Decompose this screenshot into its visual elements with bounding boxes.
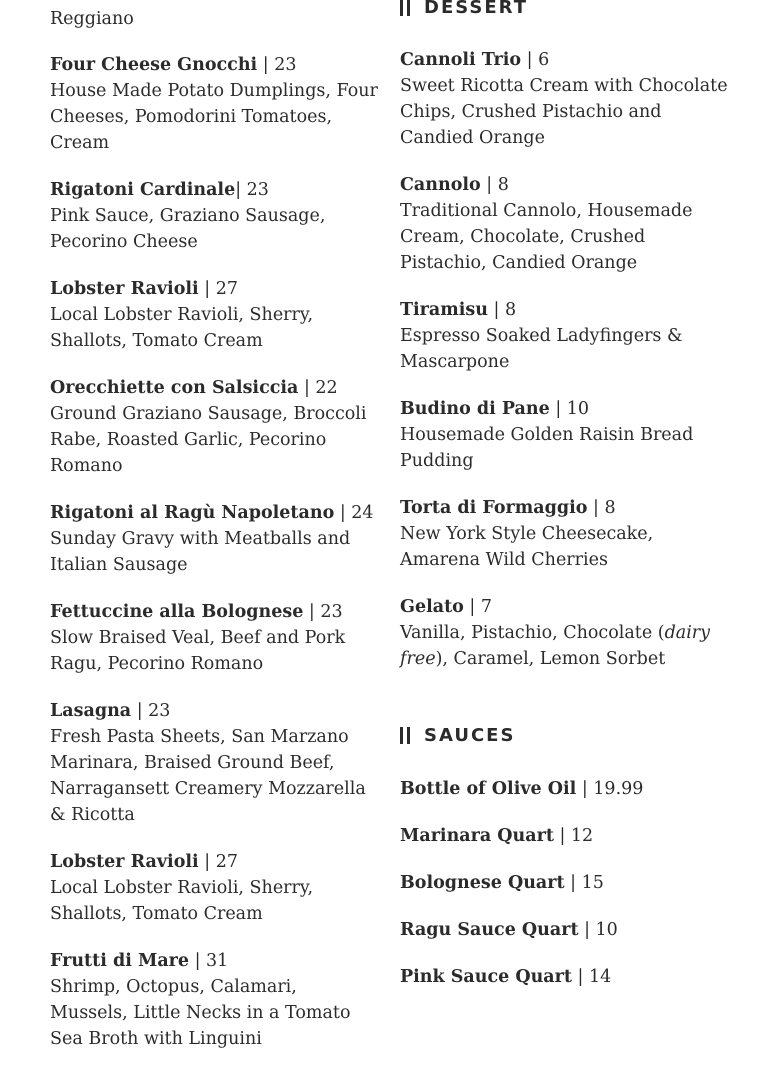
- menu-item: [50, 849, 380, 927]
- menu-item: [400, 47, 735, 151]
- menu-item-price: | 23: [235, 180, 269, 200]
- menu-item: [50, 698, 380, 828]
- menu-item-desc: Sunday Gravy with Meatballs and Italian Sausage: [50, 529, 351, 575]
- menu-item-name: Frutti di Mare: [50, 951, 190, 971]
- menu-item-name: Fettuccine alla Bolognese: [50, 602, 304, 622]
- menu-item-name: Lobster Ravioli: [50, 852, 199, 872]
- menu-item-name: Bolognese Quart: [400, 873, 565, 893]
- menu-item-price: | 19.99: [576, 779, 644, 799]
- menu-item-price: | 6: [521, 50, 550, 70]
- menu-item-name: Budino di Pane: [400, 399, 550, 419]
- menu-item-name: Tiramisu: [400, 300, 488, 320]
- menu-item: [50, 948, 380, 1052]
- menu-item-desc: Pink Sauce, Graziano Sausage, Pecorino Cheese: [50, 206, 326, 252]
- menu-item-name: Gelato: [400, 597, 464, 617]
- menu-item-price: | 27: [198, 852, 238, 872]
- menu-item-price: | 23: [257, 55, 297, 75]
- menu-item-desc: Ground Graziano Sausage, Broccoli Rabe, Roasted Garlic, Pecorino Romano: [50, 404, 367, 476]
- section-title: DESSERT: [424, 0, 528, 18]
- menu-item: [50, 500, 380, 578]
- dessert-heading: [400, 0, 528, 18]
- section-bars-icon: [400, 0, 410, 16]
- menu-item-price: | 7: [463, 597, 492, 617]
- menu-item-desc: Slow Braised Veal, Beef and Pork Ragu, Pecorino Romano: [50, 628, 346, 674]
- menu-item: [50, 599, 380, 677]
- menu-item-name: Cannolo: [400, 175, 481, 195]
- menu-item: [50, 375, 380, 479]
- menu-item-name: Orecchiette con Salsiccia: [50, 378, 299, 398]
- menu-item-desc: New York Style Cheesecake, Amarena Wild Cherries: [400, 524, 654, 570]
- menu-item: [400, 495, 735, 573]
- menu-item: [400, 396, 735, 474]
- menu-item-price: | 10: [578, 920, 618, 940]
- menu-item-desc: House Made Potato Dumplings, Four Cheeses, Pomodorini Tomatoes, Cream: [50, 81, 378, 153]
- menu-item-name: Rigatoni al Ragù Napoletano: [50, 503, 335, 523]
- menu-item-price: | 15: [564, 873, 604, 893]
- menu-item-desc: Traditional Cannolo, Housemade Cream, Chocolate, Crushed Pistachio, Candied Orange: [400, 201, 693, 273]
- menu-item-desc: Espresso Soaked Ladyfingers & Mascarpone: [400, 326, 683, 372]
- menu-item-desc: Shrimp, Octopus, Calamari, Mussels, Little Necks in a Tomato Sea Broth with Linguini: [50, 977, 351, 1049]
- menu-item: [400, 823, 735, 849]
- menu-item-desc: Reggiano: [50, 9, 134, 29]
- menu-item-name: Lobster Ravioli: [50, 279, 199, 299]
- menu-item-price: | 12: [553, 826, 594, 846]
- menu-item: [50, 276, 380, 354]
- section-bars-icon: [400, 727, 410, 744]
- menu-item-name: Bottle of Olive Oil: [400, 779, 577, 799]
- menu-item: [50, 177, 380, 255]
- menu-item-name: Marinara Quart: [400, 826, 554, 846]
- menu-item: [50, 52, 380, 156]
- menu-item-desc: Fresh Pasta Sheets, San Marzano Marinara, Braised Ground Beef, Narragansett Creamery Mozzarella & Ricotta: [50, 727, 366, 825]
- menu-item-name: Pink Sauce Quart: [400, 967, 572, 987]
- menu-item-price: | 8: [487, 300, 517, 320]
- section-title: SAUCES: [424, 725, 516, 746]
- menu-item-name: Rigatoni Cardinale: [50, 180, 236, 200]
- menu-item-price: | 10: [549, 399, 590, 419]
- menu-item-name: Lasagna: [50, 701, 132, 721]
- menu-item-name: Torta di Formaggio: [400, 498, 588, 518]
- menu-item-desc: Sweet Ricotta Cream with Chocolate Chips, Crushed Pistachio and Candied Orange: [400, 76, 728, 148]
- menu-item: [400, 964, 735, 990]
- menu-item-name: Four Cheese Gnocchi: [50, 55, 258, 75]
- menu-item-name: Ragu Sauce Quart: [400, 920, 579, 940]
- menu-item-desc: Housemade Golden Raisin Bread Pudding: [400, 425, 694, 471]
- menu-item-desc: Vanilla, Pistachio, Chocolate (dairy free), Caramel, Lemon Sorbet: [400, 623, 711, 669]
- sauces-heading: [400, 725, 515, 746]
- menu-item-price: | 14: [571, 967, 612, 987]
- partial-item: [50, 6, 380, 32]
- menu-item-price: | 24: [334, 503, 374, 523]
- menu-item-price: | 22: [298, 378, 338, 398]
- menu-item-price: | 23: [303, 602, 343, 622]
- menu-item-price: | 31: [189, 951, 229, 971]
- menu-item: [400, 172, 735, 276]
- menu-item-price: | 8: [480, 175, 509, 195]
- menu-item-desc: Local Lobster Ravioli, Sherry, Shallots, Tomato Cream: [50, 878, 314, 924]
- menu-item-price: | 8: [587, 498, 616, 518]
- menu-item-price: | 27: [198, 279, 238, 299]
- menu-item: [400, 917, 735, 943]
- menu-item-price: | 23: [131, 701, 171, 721]
- menu-item-name: Cannoli Trio: [400, 50, 522, 70]
- menu-item-desc: Local Lobster Ravioli, Sherry, Shallots, Tomato Cream: [50, 305, 314, 351]
- menu-item: [400, 297, 735, 375]
- menu-item: [400, 776, 735, 802]
- menu-item: [400, 594, 735, 672]
- menu-item: [400, 870, 735, 896]
